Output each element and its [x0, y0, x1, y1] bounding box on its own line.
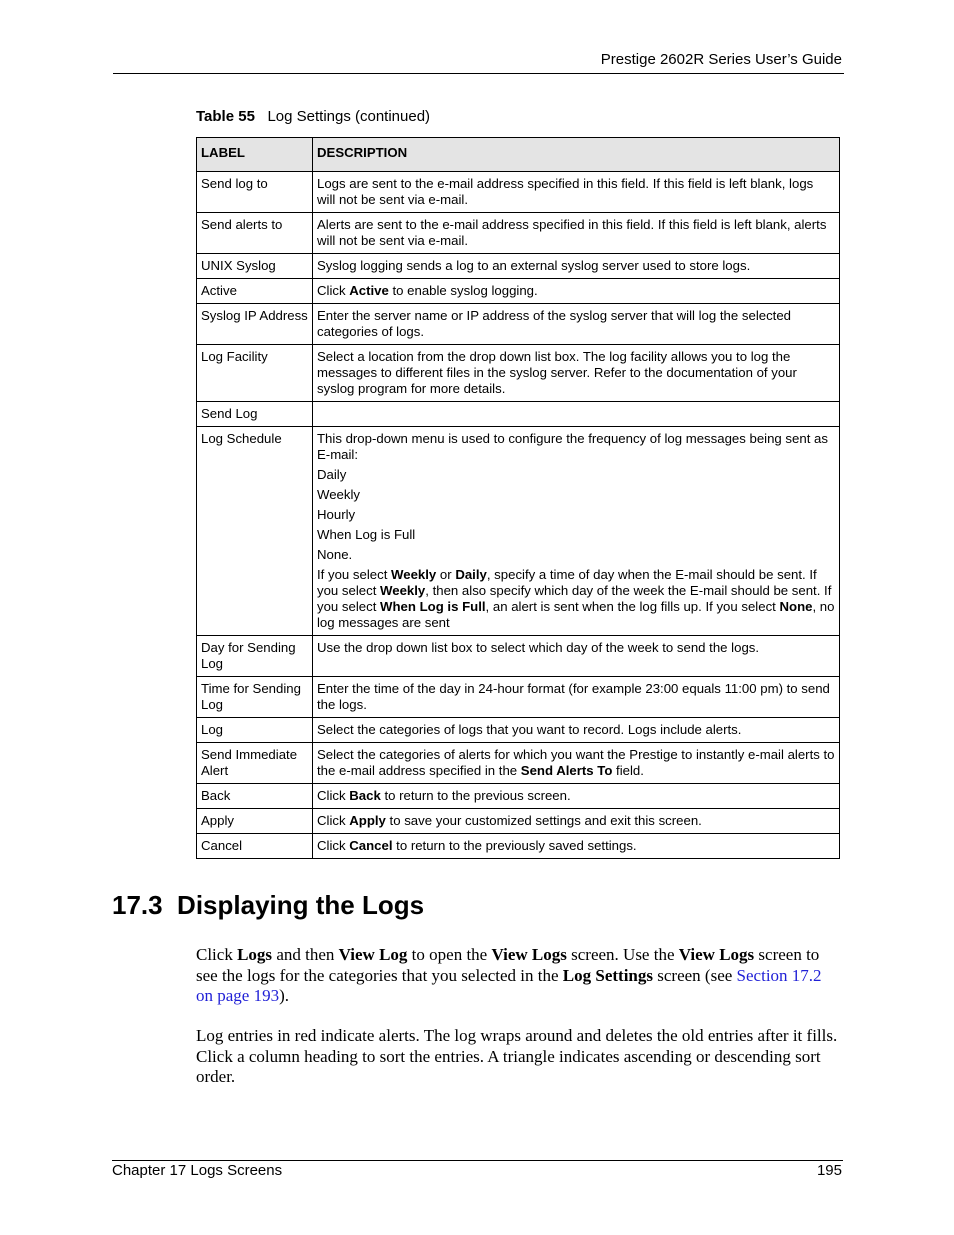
- table-row: [197, 743, 840, 784]
- row-label: UNIX Syslog: [197, 254, 313, 279]
- section-cross-reference-link[interactable]: Section 17.2 on page 193: [196, 965, 822, 1005]
- log-schedule-intro: This drop-down menu is used to configure the frequency of log messages being sent as E-mail:: [317, 431, 828, 462]
- column-header-description: DESCRIPTION: [313, 138, 840, 172]
- table-header-row: [197, 138, 840, 172]
- row-label: Send alerts to: [197, 213, 313, 254]
- body-paragraph: Click Logs and then View Log to open the View Logs screen. Use the View Logs screen to see the logs for the categories that you selected in the Log Settings screen (see Section 17.2 on page 193).: [196, 945, 822, 1005]
- table-row: [197, 279, 840, 304]
- body-paragraph: Log entries in red indicate alerts. The log wraps around and deletes the old entries after it fills. Click a column heading to sort the entries. A triangle indicates ascending or descending sort order.: [196, 1026, 838, 1086]
- row-label: Log Schedule: [197, 427, 313, 636]
- log-schedule-option: When Log is Full: [317, 527, 416, 542]
- row-description: Click Back to return to the previous screen.: [313, 784, 840, 809]
- table-row: [197, 809, 840, 834]
- log-schedule-option: Daily: [317, 467, 347, 482]
- running-header: Prestige 2602R Series User’s Guide: [600, 51, 842, 68]
- column-header-label: LABEL: [197, 138, 313, 172]
- log-settings-table: [196, 137, 840, 859]
- row-description: Logs are sent to the e-mail address specified in this field. If this field is left blank, logs will not be sent via e-mail.: [313, 172, 840, 213]
- row-description: Enter the server name or IP address of the syslog server that will log the selected categories of logs.: [313, 304, 840, 345]
- row-label: Cancel: [197, 834, 313, 859]
- row-label: Log Facility: [197, 345, 313, 402]
- row-description: Enter the time of the day in 24-hour format (for example 23:00 equals 11:00 pm) to send the logs.: [313, 677, 840, 718]
- row-description: Click Cancel to return to the previously saved settings.: [313, 834, 840, 859]
- row-description: Select the categories of logs that you want to record. Logs include alerts.: [313, 718, 840, 743]
- table-caption: [196, 108, 430, 125]
- table-row: [197, 213, 840, 254]
- row-description: Use the drop down list box to select which day of the week to send the logs.: [313, 636, 840, 677]
- row-label: Time for Sending Log: [197, 677, 313, 718]
- table-row: [197, 304, 840, 345]
- table-caption-text: Log Settings (continued): [267, 108, 431, 125]
- row-label: Send Immediate Alert: [197, 743, 313, 784]
- log-schedule-explanation: If you select Weekly or Daily, specify a time of day when the E-mail should be sent. If you select Weekly, then also specify which day of the week the E-mail should be sent. If you select When Log is Full, an alert is sent when the log fills up. If you select None, no log messages are sent: [317, 567, 835, 630]
- footer-rule: [112, 1160, 843, 1161]
- row-label: Syslog IP Address: [197, 304, 313, 345]
- row-description: Click Active to enable syslog logging.: [313, 279, 840, 304]
- table-row: [197, 427, 840, 636]
- log-schedule-option: Weekly: [317, 487, 360, 502]
- row-description: Select the categories of alerts for which you want the Prestige to instantly e-mail alerts to the e-mail address specified in the Send Alerts To field.: [313, 743, 840, 784]
- page-number: 195: [816, 1162, 842, 1179]
- row-label: Log: [197, 718, 313, 743]
- footer-chapter: Chapter 17 Logs Screens: [112, 1162, 283, 1179]
- row-description: Click Apply to save your customized settings and exit this screen.: [313, 809, 840, 834]
- table-row: [197, 254, 840, 279]
- log-schedule-option: None.: [317, 547, 353, 562]
- section-heading: 17.3 Displaying the Logs: [112, 890, 425, 920]
- table-row: [197, 402, 840, 427]
- table-caption-number: Table 55: [196, 108, 255, 125]
- table-row: [197, 677, 840, 718]
- row-label: Send log to: [197, 172, 313, 213]
- table-row: [197, 345, 840, 402]
- table-row: [197, 172, 840, 213]
- table-row: [197, 636, 840, 677]
- row-label: Send Log: [197, 402, 313, 427]
- row-description: Alerts are sent to the e-mail address specified in this field. If this field is left blank, alerts will not be sent via e-mail.: [313, 213, 840, 254]
- row-label: Day for Sending Log: [197, 636, 313, 677]
- row-description: Syslog logging sends a log to an external syslog server used to store logs.: [313, 254, 840, 279]
- table-row: [197, 834, 840, 859]
- row-description: Select a location from the drop down list box. The log facility allows you to log the messages to different files in the syslog server. Refer to the documentation of your syslog program for more details.: [313, 345, 840, 402]
- row-label: Apply: [197, 809, 313, 834]
- row-description: [313, 427, 840, 636]
- row-label: Active: [197, 279, 313, 304]
- header-rule: [113, 73, 844, 74]
- table-row: [197, 718, 840, 743]
- row-label: Back: [197, 784, 313, 809]
- log-schedule-option: Hourly: [317, 507, 356, 522]
- row-description: [313, 402, 840, 427]
- table-row: [197, 784, 840, 809]
